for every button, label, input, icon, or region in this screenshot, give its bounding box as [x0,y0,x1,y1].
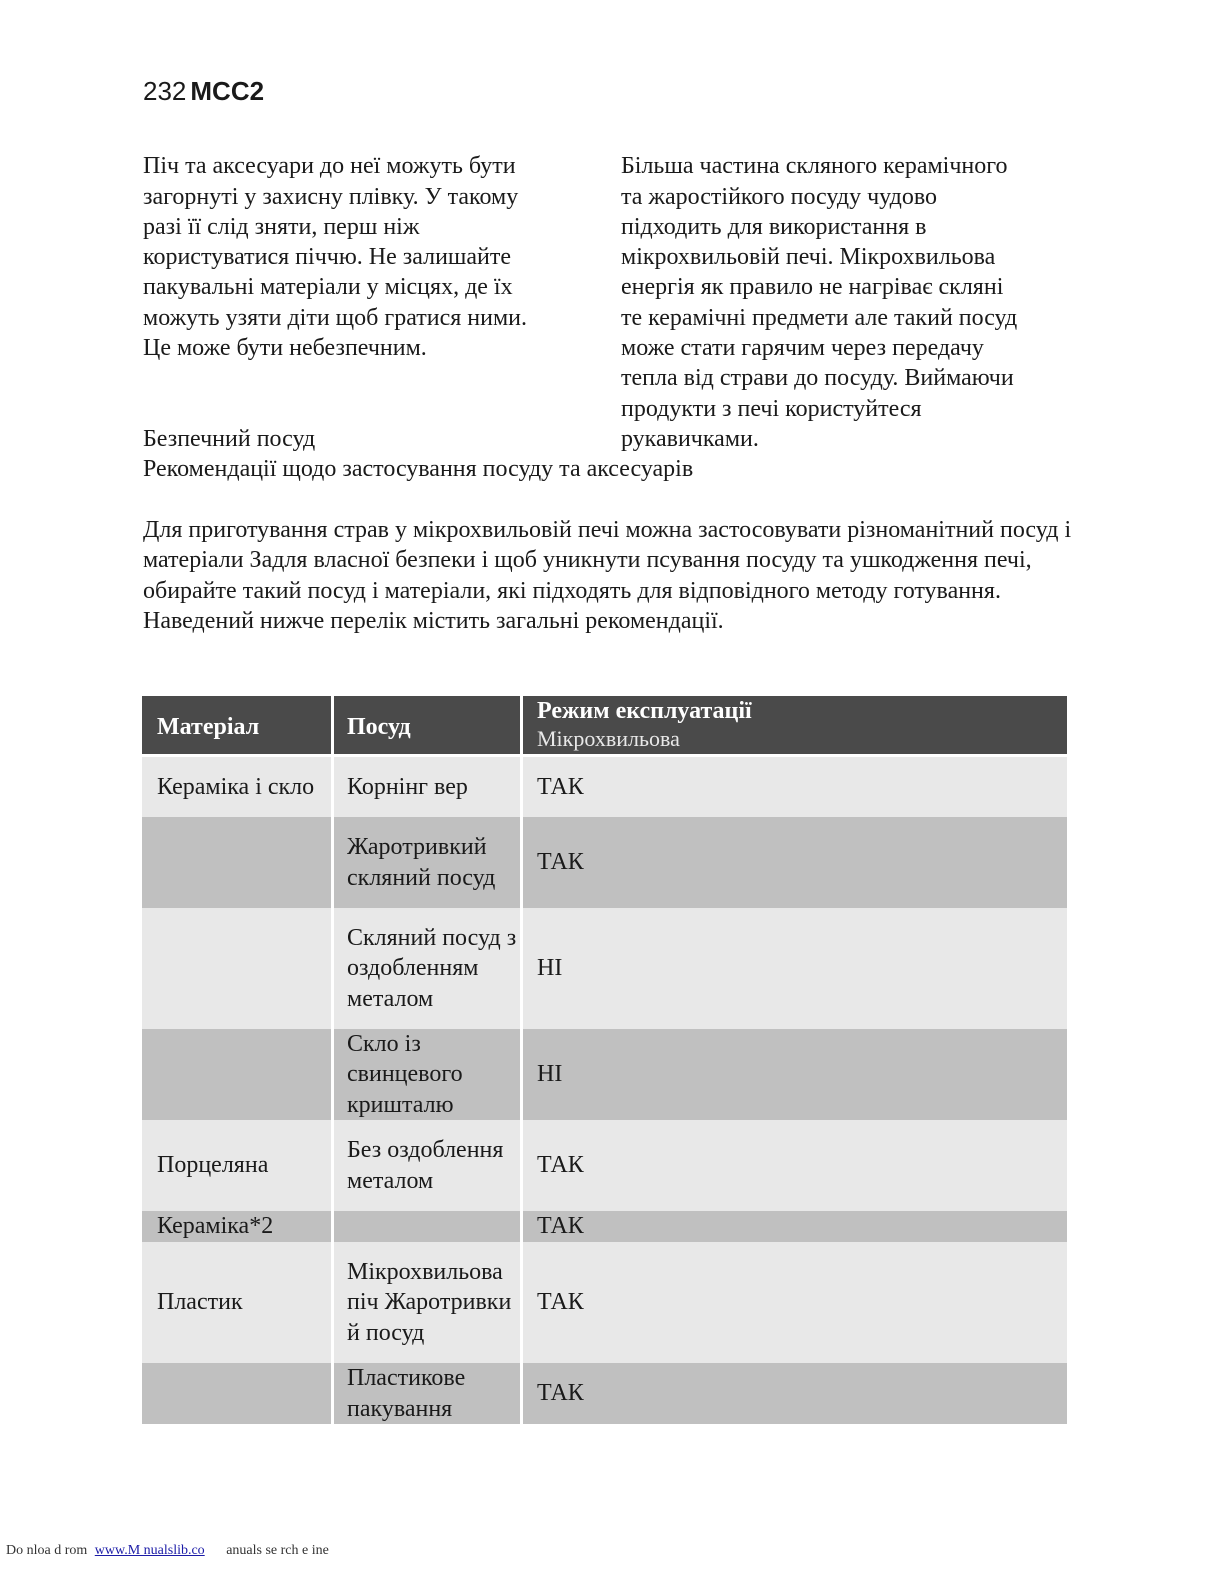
cell-material [142,908,331,1029]
table-row [142,757,1067,817]
cell-cookware [334,1211,520,1242]
cell-cookware: Без оздоблення металом [334,1120,520,1211]
cell-cookware: Корнінг вер [334,757,520,817]
cell-value: НІ [523,908,1067,1029]
cell-value: ТАК [523,817,1067,908]
table-header-row [142,696,1067,754]
footer-prefix: Do nloa d rom [6,1543,88,1558]
table-row [142,1029,1067,1120]
cell-material: Кераміка*2 [142,1211,331,1242]
cell-value: ТАК [523,1120,1067,1211]
table-row [142,1120,1067,1211]
cell-material [142,1363,331,1424]
cell-cookware: Пластикове пакування [334,1363,520,1424]
cell-value: ТАК [523,1242,1067,1363]
table-row [142,1242,1067,1363]
cell-material: Пластик [142,1242,331,1363]
footer-suffix: anuals se rch e ine [226,1543,329,1558]
cell-cookware: Скло із свинцевого кришталю [334,1029,520,1120]
table-row [142,1211,1067,1242]
section-body: Для приготування страв у мікрохвильовій печі можна застосовувати різноманітний посуд і матеріали Задля власної безпеки і щоб уникнути псування посуду та ушкодження печі, обирайте такий посуд і матеріали, які підходять для відповідного методу готування. Наведений нижче перелік містить загальні рекомендації. [143,517,1072,634]
header-material: Матеріал [142,696,331,754]
cell-value: ТАК [523,757,1067,817]
glass-ceramic-paragraph: Більша частина скляного керамічного та жаростійкого посуду чудово підходить для використання в мікрохвильовій печі. Мікрохвильова енергія як правило не нагріває скляні те керамічні предмети але такий посуд може стати гарячим через передачу тепла від страви до посуду. Виймаючи продукти з печі користуйтеся рукавичками. [621,153,1018,452]
cell-material [142,1029,331,1120]
product-name: MCC2 [190,76,265,106]
table-row [142,1363,1067,1424]
cell-cookware: Мікрохвильова піч Жаротривкий посуд [334,1242,520,1363]
cell-material [142,817,331,908]
cell-value: ТАК [523,1211,1067,1242]
header-cookware: Посуд [334,696,520,754]
cell-material: Порцеляна [142,1120,331,1211]
manualslib-link[interactable]: www.M nualslib.co [94,1543,205,1558]
cell-value: НІ [523,1029,1067,1120]
packaging-paragraph: Піч та аксесуари до неї можуть бути загорнуті у захисну плівку. У такому разі її слід зняти, перш ніж користуватися піччю. Не залишайте пакувальні матеріали у місцях, де їх можуть узяти діти щоб гратися ними. Це може бути небезпечним. [143,153,527,362]
left-column [143,121,603,484]
cell-cookware: Скляний посуд з оздобленням металом [334,908,520,1029]
table-row [142,908,1067,1029]
cell-material: Кераміка і скло [142,757,331,817]
page-number: 232 [143,76,187,106]
cell-cookware: Жаротривкий скляний посуд [334,817,520,908]
cookware-table [142,696,1067,1424]
section-heading: Рекомендації щодо застосування посуду та аксесуарів [143,456,694,482]
page-header [143,76,264,106]
safe-cookware-heading: Безпечний посуд [143,425,316,452]
cell-value: ТАК [523,1363,1067,1424]
right-column [621,121,1081,485]
download-footer [6,1543,329,1559]
header-mode-sub: Мікрохвильова [537,726,680,751]
header-mode [523,696,1067,754]
header-mode-title: Режим експлуатації [537,698,752,724]
table-row [142,817,1067,908]
